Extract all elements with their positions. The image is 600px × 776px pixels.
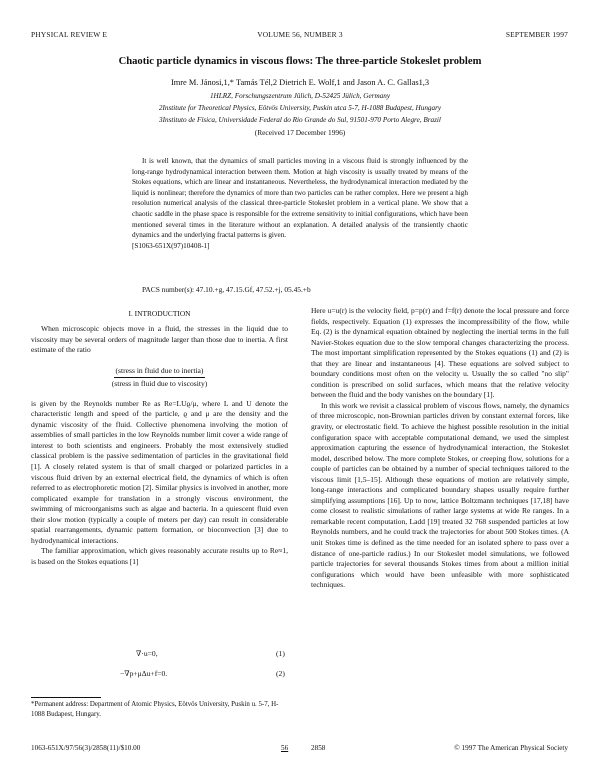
abstract <box>132 156 468 251</box>
abstract-id: [S1063-651X(97)10408-1] <box>132 241 210 250</box>
fraction-numerator: (stress in fluid due to inertia) <box>114 366 206 379</box>
intro-paragraph-3: The familiar approximation, which gives reasonably accurate results up to Re≈1, is based on the Stokes equations [1] <box>31 546 288 566</box>
intro-paragraph-2: is given by the Reynolds number Re as Re=LUϱ/μ, where L and U denote the characteristic length and speed of the particle, ϱ and μ are the density and the dynamic viscosity of the fluid. Collective phenomena involving the motion of assemblies of small particles in the low Reynolds number limit cover a wide range of interest to both scientists and engineers. Probably the most extensively studied classical problem is the passive sedimentation of particles in the gravitational field [1]. A closely related system is that of small charged or polarized particles in a viscous fluid driven by an external electrical field, the dynamics of which is often referred to as electrophoretic motion [2]. Similar physics is involved in another, more complicated example for translation in a strongly viscous environment, the swimming of microorganisms such as algae and bacteria. In a quiescent fluid even their slow motion (typically a couple of meters per day) can result in considerable spatial rearrangements, dynamic pattern formation, or bioconvection [3] due to hydrodynamical interactions. <box>31 398 288 545</box>
fraction-denominator: (stress in fluid due to viscosity) <box>111 379 208 389</box>
ratio-fraction <box>31 366 288 390</box>
equation-1-number: (1) <box>276 649 285 658</box>
abstract-text: It is well known, that the dynamics of small particles moving in a viscous fluid is strongly influenced by the long-range hydrodynamical interaction between them. Motion at high viscosity is usually treated by means of the Stokes equations, which are linear and instantaneous. Nevertheless, the hydrodynamical interaction mediated by the liquid is nonlinear; therefore the dynamics of more than two particles can be rather complex. Here we present a high resolution numerical analysis of the classical three-particle Stokeslet problem in a vertical plane. We show that a chaotic saddle in the phase space is responsible for the extreme sensitivity to initial configurations, which have been mentioned several times in the literature without an explanation. A detailed analysis of the transiently chaotic dynamics and the underlying fractal patterns is given. <box>132 157 468 240</box>
footnote-rule <box>31 697 101 698</box>
body-paragraph-1: Here u=u(r) is the velocity field, p=p(r) and f=f(r) denote the local pressure and force fields, respectively. Equation (1) expresses the incompressibility of the flow, while Eq. (2) is the dynamical equation obtained by neglecting the inertial terms in the full Navier-Stokes equation due to the slow temporal changes characterizing the process. The most important simplification represented by the Stokes equations (1) and (2) is that they are linear and instantaneous [4]. These equations are solved subject to boundary conditions most often on the velocity u. Usually the so called "no slip" condition is prescribed on solid surfaces, which means that the relative velocity between the fluid and the body vanishes on the boundary [1]. <box>311 306 569 400</box>
affiliation-3: 3Instituto de Física, Universidade Federal do Rio Grande do Sul, 91501-970 Porto Alegre, Brazil <box>159 116 441 124</box>
footer-code: 1063-651X/97/56(3)/2858(11)/$10.00 <box>31 744 141 752</box>
equation-1: ∇·u=0, <box>136 649 158 658</box>
section-heading: I. INTRODUCTION <box>128 309 191 318</box>
footer-volume: 56 <box>281 744 289 752</box>
equation-2-number: (2) <box>276 669 285 678</box>
page-number: 2858 <box>311 744 326 752</box>
author-list: Imre M. Jánosi,1,* Tamás Tél,2 Dietrich E. Wolf,1 and Jason A. C. Gallas1,3 <box>170 78 430 87</box>
footnote: *Permanent address: Department of Atomic Physics, Eötvös University, Puskin u. 5-7, H-1088 Budapest, Hungary. <box>31 701 279 718</box>
intro-paragraph-1: When microscopic objects move in a fluid, the stresses in the liquid due to viscosity may be several orders of magnitude larger than those due to inertia. A first estimate of the ratio <box>31 324 288 355</box>
equation-2: −∇p+μΔu+f=0. <box>120 669 168 678</box>
affiliation-2: 2Institute for Theoretical Physics, Eötvös University, Puskin utca 5-7, H-1088 Budapest, Hungary <box>158 104 442 112</box>
issue-date: SEPTEMBER 1997 <box>505 30 568 39</box>
paper-title: Chaotic particle dynamics in viscous flows: The three-particle Stokeslet problem <box>118 56 482 67</box>
affiliation-1: 1HLRZ, Forschungszentrum Jülich, D-52425 Jülich, Germany <box>209 92 391 100</box>
right-column <box>311 306 569 591</box>
journal-name: PHYSICAL REVIEW E <box>31 30 108 39</box>
volume-number: VOLUME 56, NUMBER 3 <box>257 30 343 39</box>
pacs-numbers: PACS number(s): 47.10.+g, 47.15.Gf, 47.52.+j, 05.45.+b <box>142 285 311 294</box>
body-paragraph-2: In this work we revisit a classical problem of viscous flows, namely, the dynamics of three microscopic, non-Brownian particles driven by constant external forces, like gravity, or electrostatic field. To achieve the highest possible resolution in the initial configuration space with acceptable computational demand, we used the simplest approximation capturing the essence of hydrodynamical interaction, the Stokeslet model, described below. The more complete Stokes, or creeping flow, solutions for a couple of particles can be obtained by a number of special techniques tailored to the viscous limit [1,5–15]. Although these equations of motion are relatively simple, long-range interactions and complicated boundary shapes usually require further simplifying assumptions [16]. Up to now, lattice Boltzmann techniques [17,18] have come closest to realistic simulations of rather large systems at wide Re ranges. In a remarkable recent computation, Ladd [19] treated 32 768 suspended particles at low Reynolds numbers, and he could track the trajectories for about 500 Stokes times. (A unit Stokes time is defined as the time needed for an isolated sphere to pass over a distance of one-particle radius.) In our Stokeslet model simulations, we followed particle trajectories for several thousands Stokes times from about a million initial configurations which would have been unfeasible with more sophisticated techniques. <box>311 400 569 590</box>
left-column <box>31 324 288 567</box>
received-date: (Received 17 December 1996) <box>254 128 346 137</box>
copyright: © 1997 The American Physical Society <box>454 744 568 752</box>
